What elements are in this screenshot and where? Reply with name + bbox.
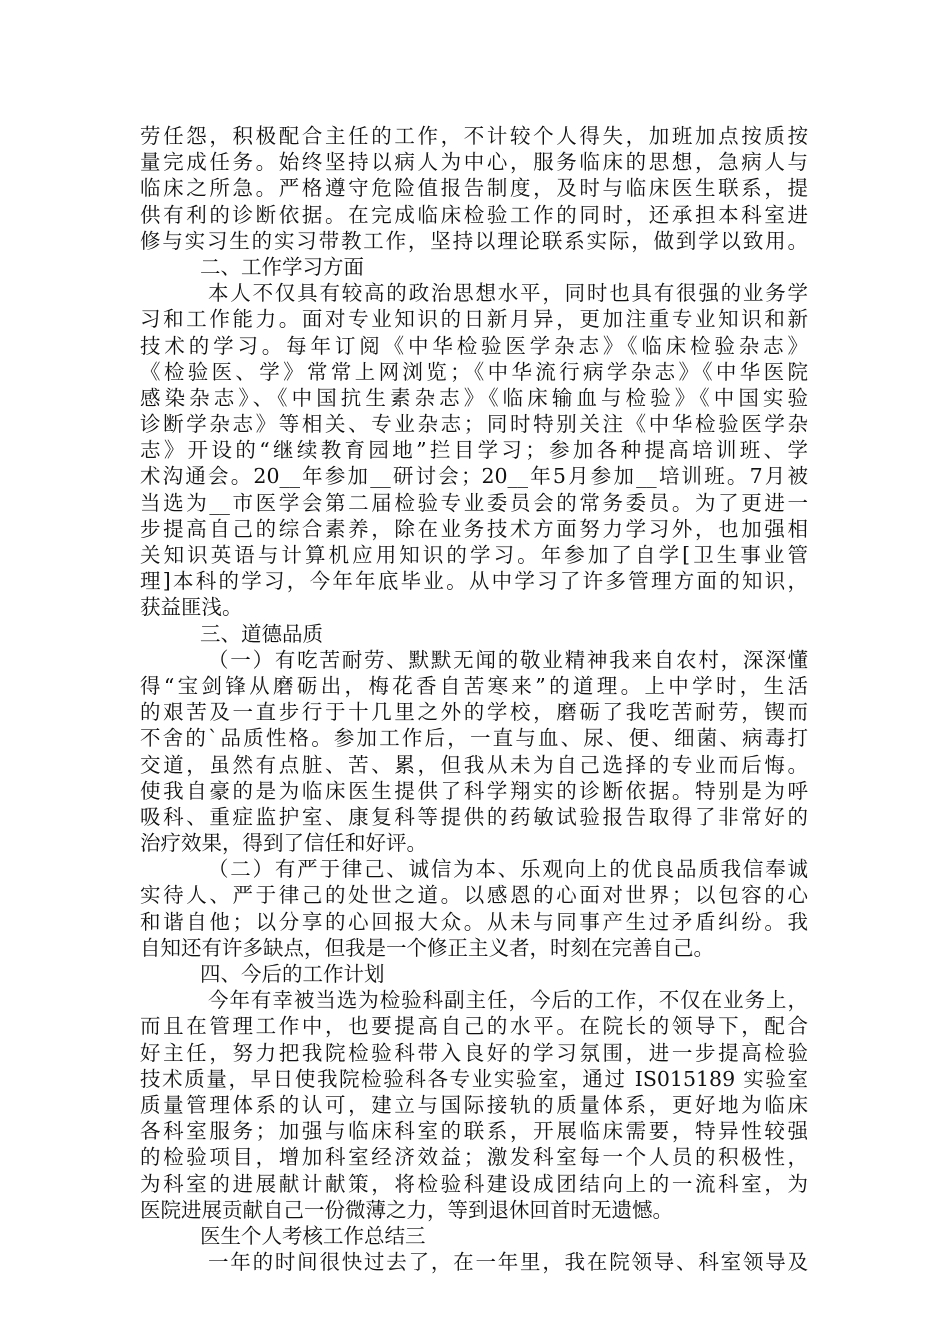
paragraph-first-line: 本人不仅具有较高的政治思想水平，同时也具有很强的业务学 — [208, 281, 808, 306]
text-line: 关知识英语与计算机应用知识的学习。年参加了自学[卫生事业管 — [140, 543, 808, 567]
section-heading: 三、道德品质 — [200, 621, 323, 646]
text-line: 好主任，努力把我院检验科带入良好的学习氛围，进一步提高检验 — [140, 1040, 808, 1065]
section-heading: 二、工作学习方面 — [200, 254, 364, 279]
text-line: 交道，虽然有点脏、苦、累，但我从未为自己选择的专业而后悔。 — [140, 752, 808, 777]
paragraph-first-line: （一）有吃苦耐劳、默默无闻的敬业精神我来自农村，深深懂 — [208, 647, 808, 672]
text-line: 和谐自他；以分享的心回报大众。从未与同事产生过矛盾纠纷。我 — [140, 909, 808, 934]
text-line: 量完成任务。始终坚持以病人为中心，服务临床的思想，急病人与 — [140, 150, 808, 175]
paragraph-last-line: 医院进展贡献自己一份微薄之力，等到退休回首时无遗憾。 — [140, 1197, 673, 1222]
text-line: 感染杂志》、《中国抗生素杂志》《临床输血与检验》《中国实验 — [140, 385, 808, 410]
text-line: 的检验项目，增加科室经济效益；激发科室每一个人员的积极性， — [140, 1145, 808, 1170]
text-line: 诊断学杂志》等相关、专业杂志；同时特别关注《中华检验医学杂 — [140, 412, 808, 437]
text-line: 不舍的`品质性格。参加工作后，一直与血、尿、便、细菌、病毒打 — [140, 726, 808, 751]
document-body — [140, 123, 808, 1275]
text-line: 的艰苦及一直步行于十几里之外的学校，磨砺了我吃苦耐劳，锲而 — [140, 700, 808, 725]
section-heading: 四、今后的工作计划 — [200, 962, 385, 986]
text-line: 吸科、重症监护室、康复科等提供的药敏试验报告取得了非常好的 — [140, 804, 808, 829]
text-line: 志》开设的“继续教育园地”拦目学习；参加各种提高培训班、学 — [140, 438, 808, 463]
paragraph-last-line: 获益匪浅。 — [140, 595, 243, 620]
text-line: 得“宝剑锋从磨砺出，梅花香自苦寒来”的道理。上中学时，生活 — [140, 673, 808, 698]
text-line: 使我自豪的是为临床医生提供了科学翔实的诊断依据。特别是为呼 — [140, 778, 808, 803]
text-line: 实待人、严于律己的处世之道。以感恩的心面对世界；以包容的心 — [140, 883, 808, 908]
paragraph-last-line: 治疗效果，得到了信任和好评。 — [140, 831, 427, 856]
text-line: 临床之所急。严格遵守危险值报告制度，及时与临床医生联系，提 — [140, 176, 808, 201]
paragraph-last-line: 自知还有许多缺点，但我是一个修正主义者，时刻在完善自己。 — [140, 935, 714, 960]
paragraph-first-line: 一年的时间很快过去了，在一年里，我在院领导、科室领导及 — [208, 1250, 808, 1275]
text-line: 习和工作能力。面对专业知识的日新月异，更加注重专业知识和新 — [140, 307, 808, 332]
paragraph-first-line: （二）有严于律己、诚信为本、乐观向上的优良品质我信奉诚 — [208, 857, 808, 882]
text-line: 理]本科的学习，今年年底毕业。从中学习了许多管理方面的知识， — [140, 569, 808, 594]
section-heading: 医生个人考核工作总结三 — [200, 1223, 426, 1248]
paragraph-first-line: 今年有幸被当选为检验科副主任，今后的工作，不仅在业务上， — [208, 988, 808, 1013]
text-line: 术沟通会。20__年参加__研讨会；20__年5月参加__培训班。7月被 — [140, 464, 808, 489]
text-line: 修与实习生的实习带教工作，坚持以理论联系实际，做到学以致用。 — [140, 228, 808, 253]
text-line: 《检验医、学》常常上网浏览；《中华流行病学杂志》《中华医院 — [140, 359, 808, 384]
text-line: 质量管理体系的认可，建立与国际接轨的质量体系，更好地为临床 — [140, 1092, 808, 1117]
text-line: 当选为__市医学会第二届检验专业委员会的常务委员。为了更进一 — [140, 490, 808, 515]
text-line: 步提高自己的综合素养，除在业务技术方面努力学习外，也加强相 — [140, 516, 808, 541]
text-line: 各科室服务；加强与临床科室的联系，开展临床需要，特异性较强 — [140, 1119, 808, 1144]
text-line: 劳任怨，积极配合主任的工作，不计较个人得失，加班加点按质按 — [140, 124, 808, 148]
text-line: 技术质量，早日使我院检验科各专业实验室，通过 IS015189 实验室 — [140, 1066, 808, 1091]
text-line: 为科室的进展献计献策，将检验科建设成团结向上的一流科室，为 — [140, 1171, 808, 1196]
text-line: 而且在管理工作中，也要提高自己的水平。在院长的领导下，配合 — [140, 1014, 808, 1039]
text-line: 供有利的诊断依据。在完成临床检验工作的同时，还承担本科室进 — [140, 202, 808, 227]
text-line: 技术的学习。每年订阅《中华检验医学杂志》《临床检验杂志》 — [140, 333, 808, 358]
